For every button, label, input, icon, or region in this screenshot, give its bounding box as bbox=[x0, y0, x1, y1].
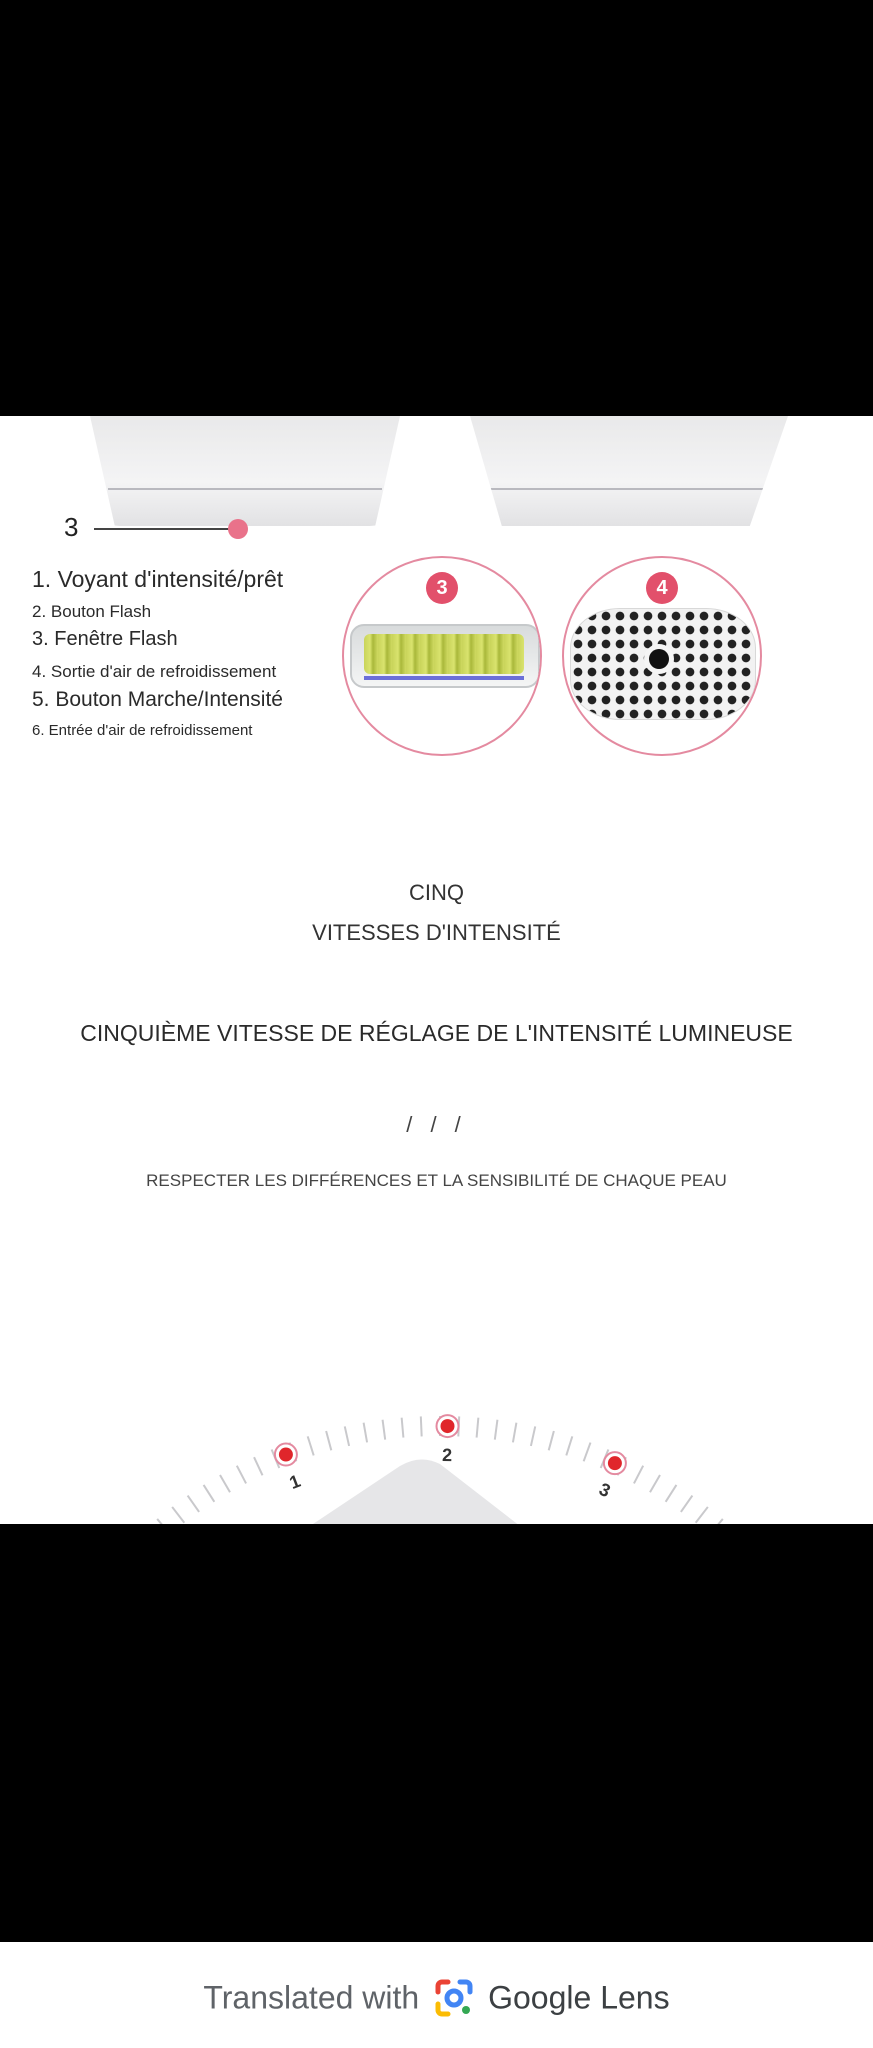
flash-window-detail bbox=[342, 556, 542, 756]
dial-marker-1 bbox=[275, 1444, 303, 1493]
headline-line-2: VITESSES D'INTENSITÉ bbox=[312, 920, 561, 945]
footer-brand: Google Lens bbox=[488, 1979, 670, 2016]
legend-item-6: 6. Entrée d'air de refroidissement bbox=[32, 722, 253, 739]
callout-line bbox=[94, 528, 234, 530]
legend-item-3: 3. Fenêtre Flash bbox=[32, 628, 178, 650]
dial-label-1: 1 bbox=[286, 1470, 304, 1494]
footer-prefix: Translated with bbox=[203, 1979, 420, 2016]
detail-badge-4: 4 bbox=[646, 572, 678, 604]
air-vent-detail bbox=[562, 556, 762, 756]
intensity-dial bbox=[0, 1336, 873, 1524]
headline-line-1: CINQ bbox=[409, 880, 464, 905]
dial-marker-3 bbox=[596, 1452, 626, 1501]
separator: / / / bbox=[406, 1112, 467, 1137]
bottom-black-area bbox=[0, 1524, 873, 1942]
flash-window-image bbox=[350, 624, 540, 688]
google-lens-icon bbox=[432, 1976, 476, 2020]
dial-label-2: 2 bbox=[441, 1444, 453, 1466]
detail-badge-3: 3 bbox=[426, 572, 458, 604]
translated-product-image bbox=[0, 416, 873, 1524]
device-right bbox=[470, 416, 788, 526]
translation-footer bbox=[0, 1942, 873, 2048]
top-black-area bbox=[0, 0, 873, 416]
tagline: RESPECTER LES DIFFÉRENCES ET LA SENSIBILITÉ DE CHAQUE PEAU bbox=[146, 1171, 727, 1190]
legend-item-5: 5. Bouton Marche/Intensité bbox=[32, 688, 283, 711]
legend-item-1: 1. Voyant d'intensité/prêt bbox=[32, 566, 284, 592]
legend-item-2: 2. Bouton Flash bbox=[32, 602, 152, 621]
dial-marker-2 bbox=[437, 1415, 459, 1465]
dial-label-3: 3 bbox=[596, 1478, 614, 1502]
vent-center-lens bbox=[644, 644, 674, 674]
legend-item-4: 4. Sortie d'air de refroidissement bbox=[32, 662, 277, 681]
callout-number: 3 bbox=[64, 512, 79, 542]
dial-device-top bbox=[310, 1459, 520, 1524]
callout-dot bbox=[228, 519, 248, 539]
headline-subtitle: CINQUIÈME VITESSE DE RÉGLAGE DE L'INTENSITÉ LUMINEUSE bbox=[80, 1020, 793, 1046]
device-left bbox=[90, 416, 400, 526]
